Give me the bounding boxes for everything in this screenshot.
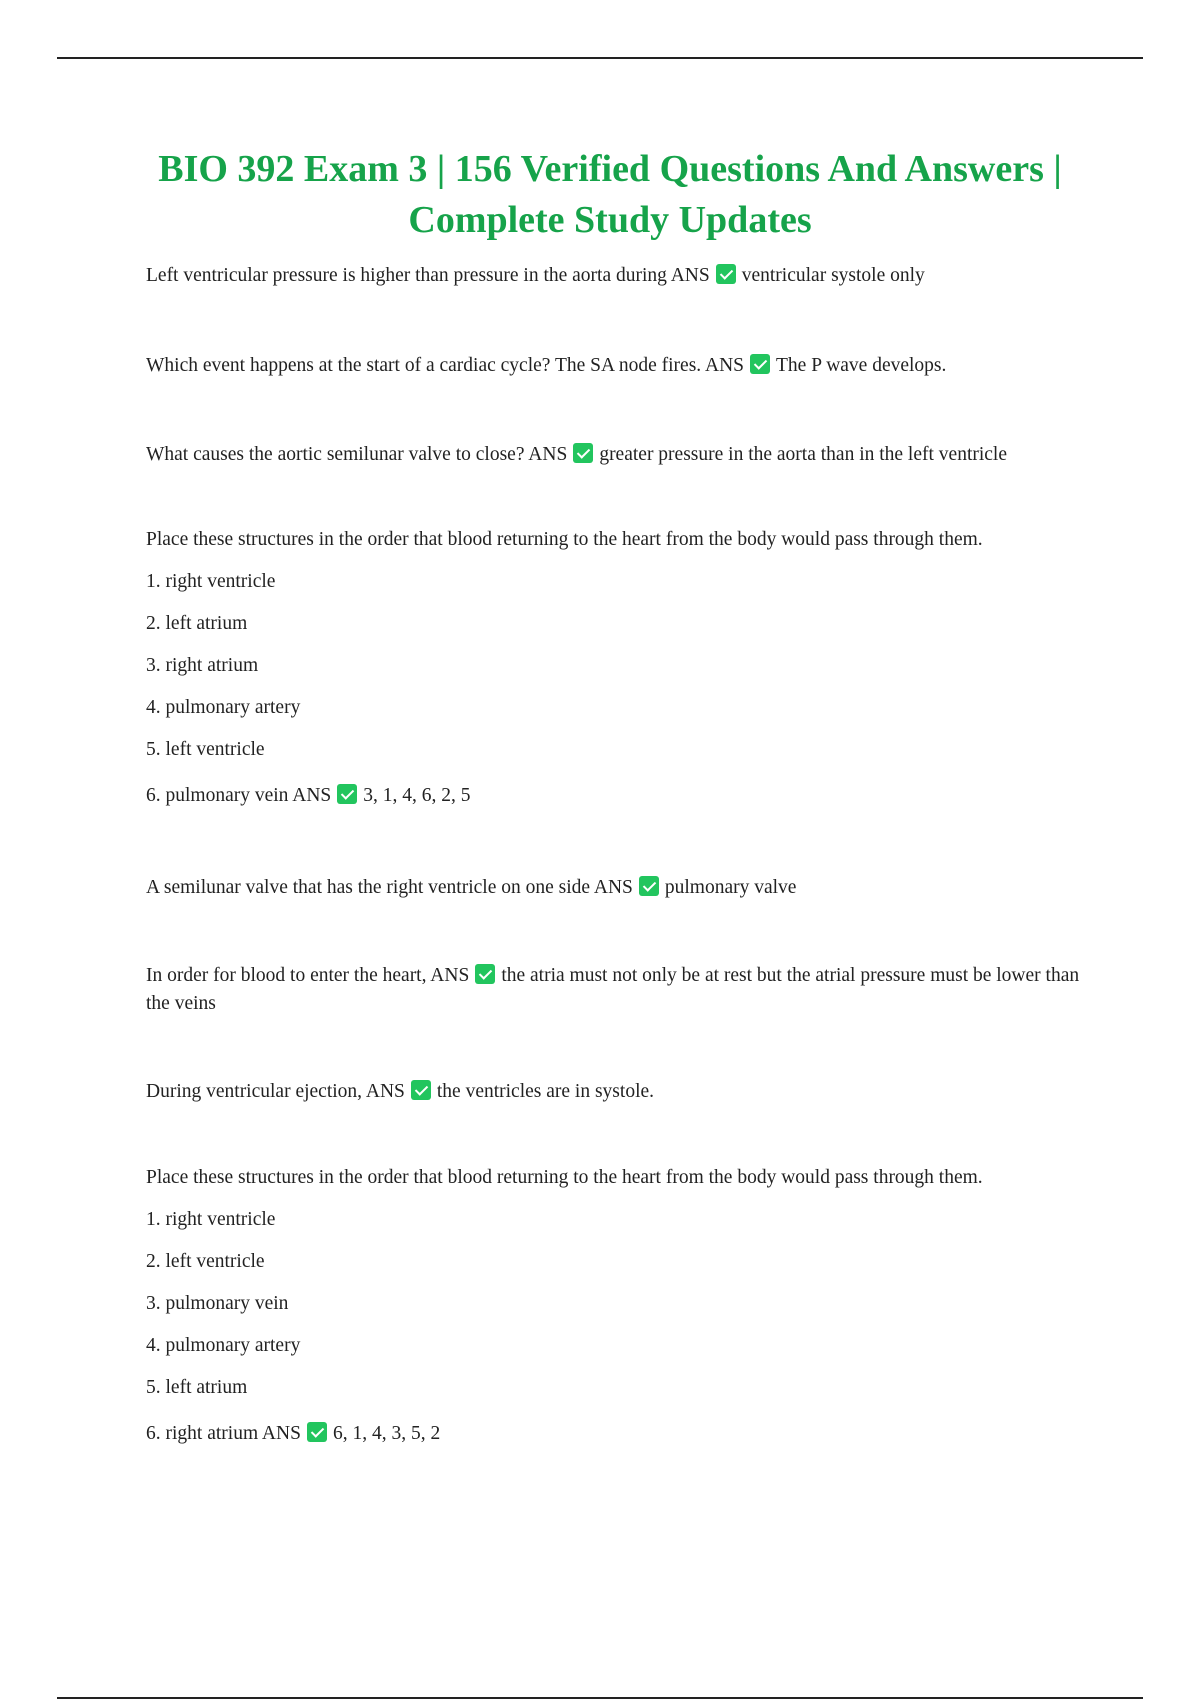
list-item: 1. right ventricle [146, 1209, 276, 1230]
answer-text: pulmonary valve [664, 877, 797, 898]
answer-text: The P wave develops. [776, 355, 947, 376]
check-box-icon [411, 1080, 431, 1100]
qa-line [146, 352, 1092, 380]
answer-text: 3, 1, 4, 6, 2, 5 [363, 785, 471, 806]
qa-line [146, 1420, 1092, 1448]
check-box-icon [639, 876, 659, 896]
answer-text: ventricular systole only [741, 265, 925, 286]
qa-item-8 [146, 1164, 1092, 1448]
list-item: 3. right atrium [146, 655, 259, 676]
question-text: During ventricular ejection, [146, 1081, 363, 1102]
answer-text: greater pressure in the aorta than in the left ventricle [599, 444, 1008, 465]
check-box-icon [750, 354, 770, 374]
answer-text: the atria must not only be at rest but the atrial pressure must be lower than the veins [146, 965, 1080, 1014]
list-item: 2. left ventricle [146, 1251, 265, 1272]
qa-line [146, 1078, 1092, 1106]
ans-label: ANS [430, 965, 470, 986]
list-item: 3. pulmonary vein [146, 1293, 289, 1314]
answer-text: the ventricles are in systole. [436, 1081, 655, 1102]
question-text: In order for blood to enter the heart, [146, 965, 427, 986]
ans-label: ANS [670, 265, 710, 286]
ans-label: ANS [365, 1081, 405, 1102]
qa-line [146, 874, 1092, 902]
list-item: 4. pulmonary artery [146, 1335, 301, 1356]
qa-item-3 [146, 441, 1092, 469]
qa-item-2 [146, 352, 1092, 380]
question-text: Left ventricular pressure is higher than pressure in the aorta during [146, 265, 667, 286]
qa-item-6 [146, 962, 1082, 1018]
list-item: 2. left atrium [146, 613, 248, 634]
list-item: 5. left ventricle [146, 739, 265, 760]
qa-item-7 [146, 1078, 1092, 1106]
check-box-icon [716, 264, 736, 284]
list-item: 5. left atrium [146, 1377, 248, 1398]
bottom-divider [57, 1697, 1143, 1699]
qa-line [146, 441, 1092, 469]
answer-text: 6, 1, 4, 3, 5, 2 [332, 1423, 441, 1444]
list-item: 1. right ventricle [146, 571, 276, 592]
list-item: 4. pulmonary artery [146, 697, 301, 718]
ans-label: ANS [704, 355, 744, 376]
list-item: 6. right atrium [146, 1423, 259, 1444]
check-box-icon [307, 1422, 327, 1442]
qa-line [146, 782, 1092, 810]
qa-item-4 [146, 526, 1092, 810]
list-item: 6. pulmonary vein [146, 785, 289, 806]
check-box-icon [337, 784, 357, 804]
question-text: What causes the aortic semilunar valve to close? [146, 444, 525, 465]
question-text: Place these structures in the order that blood returning to the heart from the body would pass through them. [146, 529, 983, 550]
ans-label: ANS [528, 444, 568, 465]
ans-label: ANS [261, 1423, 301, 1444]
check-box-icon [573, 443, 593, 463]
ans-label: ANS [593, 877, 633, 898]
qa-line [146, 262, 1092, 290]
qa-item-1 [146, 262, 1092, 290]
qa-line [146, 962, 1082, 1018]
document-title: BIO 392 Exam 3 | 156 Verified Questions And Answers | Complete Study Updates [158, 148, 1062, 241]
question-text: Place these structures in the order that blood returning to the heart from the body would pass through them. [146, 1167, 983, 1188]
ans-label: ANS [292, 785, 332, 806]
question-text: A semilunar valve that has the right ventricle on one side [146, 877, 591, 898]
question-text: Which event happens at the start of a cardiac cycle? The SA node fires. [146, 355, 702, 376]
qa-item-5 [146, 874, 1092, 902]
check-box-icon [475, 964, 495, 984]
